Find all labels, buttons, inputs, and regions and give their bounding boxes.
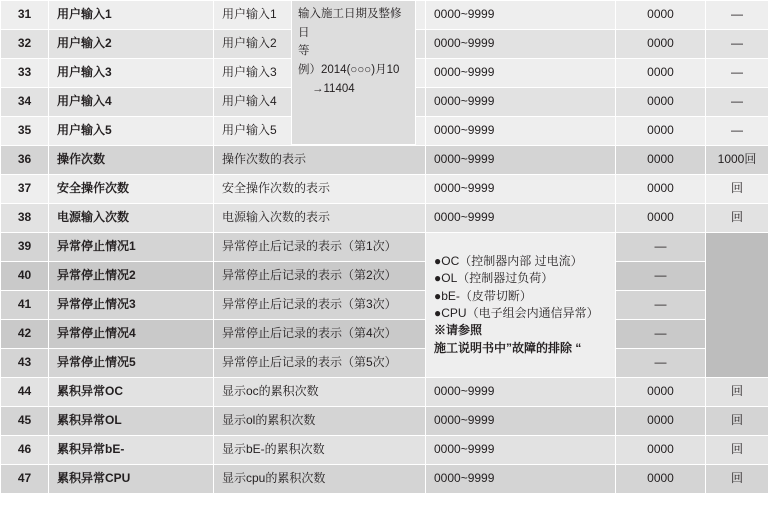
row-name: 用户输入4 xyxy=(49,88,214,117)
row-name: 电源输入次数 xyxy=(49,204,214,233)
row-number: 35 xyxy=(1,117,49,146)
row-description: 安全操作次数的表示 xyxy=(214,175,426,204)
row-number: 45 xyxy=(1,407,49,436)
row-name: 异常停止情况5 xyxy=(49,349,214,378)
row-description: 异常停止后记录的表示（第1次） xyxy=(214,233,426,262)
table-row xyxy=(1,436,768,465)
row-range: 0000~9999 xyxy=(426,465,616,494)
row-name: 用户输入1 xyxy=(49,1,214,30)
row-default: 0000 xyxy=(616,204,706,233)
row-default: 0000 xyxy=(616,407,706,436)
row-name: 异常停止情况4 xyxy=(49,320,214,349)
row-number: 37 xyxy=(1,175,49,204)
row-default: 0000 xyxy=(616,1,706,30)
row-range: 0000~9999 xyxy=(426,175,616,204)
row-name: 用户输入3 xyxy=(49,59,214,88)
table-row xyxy=(1,175,768,204)
row-unit: — xyxy=(706,59,768,88)
table-row xyxy=(1,465,768,494)
row-number: 43 xyxy=(1,349,49,378)
row-unit: 回 xyxy=(706,465,768,494)
row-name: 操作次数 xyxy=(49,146,214,175)
row-description: 用户输入3 xyxy=(214,59,426,88)
row-number: 32 xyxy=(1,30,49,59)
error-note-line1: ※请参照 xyxy=(434,323,483,338)
row-range: 0000~9999 xyxy=(426,378,616,407)
row-name: 安全操作次数 xyxy=(49,175,214,204)
row-default: 0000 xyxy=(616,88,706,117)
row-range: 0000~9999 xyxy=(426,407,616,436)
row-number: 41 xyxy=(1,291,49,320)
error-code-cpu: ●CPU（电子组会内通信异常） xyxy=(434,306,599,320)
row-default: 0000 xyxy=(616,30,706,59)
table-row xyxy=(1,146,768,175)
row-description: 显示bE-的累积次数 xyxy=(214,436,426,465)
row-default: — xyxy=(616,320,706,349)
row-range: 0000~9999 xyxy=(426,1,616,30)
row-description: 用户输入5 xyxy=(214,117,426,146)
row-description: 用户输入2 xyxy=(214,30,426,59)
row-description: 用户输入4 xyxy=(214,88,426,117)
table-row xyxy=(1,291,768,320)
row-default: 0000 xyxy=(616,465,706,494)
row-number: 33 xyxy=(1,59,49,88)
row-description: 异常停止后记录的表示（第3次） xyxy=(214,291,426,320)
table-row xyxy=(1,204,768,233)
row-unit: — xyxy=(706,1,768,30)
row-unit-empty xyxy=(706,233,768,378)
row-name: 异常停止情况3 xyxy=(49,291,214,320)
row-description: 异常停止后记录的表示（第5次） xyxy=(214,349,426,378)
row-default: 0000 xyxy=(616,146,706,175)
error-code-oc: ●OC（控制器内部 过电流） xyxy=(434,253,583,268)
row-unit: — xyxy=(706,88,768,117)
row-default: — xyxy=(616,262,706,291)
date-note-line4: →11404 xyxy=(312,82,355,95)
row-name: 累积异常OC xyxy=(49,378,214,407)
table-row xyxy=(1,378,768,407)
row-number: 36 xyxy=(1,146,49,175)
row-range: 0000~9999 xyxy=(426,436,616,465)
row-name: 用户输入2 xyxy=(49,30,214,59)
row-range: 0000~9999 xyxy=(426,117,616,146)
row-description: 操作次数的表示 xyxy=(214,146,426,175)
row-default: 0000 xyxy=(616,378,706,407)
row-description: 显示ol的累积次数 xyxy=(214,407,426,436)
error-code-ol: ●OL（控制器过负荷） xyxy=(434,271,554,286)
row-default: — xyxy=(616,291,706,320)
date-note-line1: 输入施工日期及整修日 xyxy=(298,8,402,39)
row-unit: — xyxy=(706,30,768,59)
date-note-line2: 等 xyxy=(298,45,310,58)
row-default: 0000 xyxy=(616,117,706,146)
row-unit: 回 xyxy=(706,175,768,204)
row-number: 47 xyxy=(1,465,49,494)
row-number: 44 xyxy=(1,378,49,407)
row-name: 累积异常CPU xyxy=(49,465,214,494)
error-note-line2: 施工说明书中”故障的排除 “ xyxy=(434,340,582,355)
row-description: 异常停止后记录的表示（第2次） xyxy=(214,262,426,291)
row-name: 累积异常bE- xyxy=(49,436,214,465)
date-input-note xyxy=(291,0,416,145)
row-name: 异常停止情况2 xyxy=(49,262,214,291)
table-row xyxy=(1,262,768,291)
row-number: 40 xyxy=(1,262,49,291)
error-code-list xyxy=(426,233,616,378)
row-default: 0000 xyxy=(616,59,706,88)
row-default: 0000 xyxy=(616,175,706,204)
table-row xyxy=(1,407,768,436)
row-range: 0000~9999 xyxy=(426,59,616,88)
row-number: 46 xyxy=(1,436,49,465)
row-unit: — xyxy=(706,117,768,146)
row-default: — xyxy=(616,349,706,378)
row-range: 0000~9999 xyxy=(426,146,616,175)
row-description: 用户输入1 xyxy=(214,1,426,30)
row-default: — xyxy=(616,233,706,262)
row-description: 显示cpu的累积次数 xyxy=(214,465,426,494)
row-name: 异常停止情况1 xyxy=(49,233,214,262)
table-row xyxy=(1,233,768,262)
row-description: 显示oc的累积次数 xyxy=(214,378,426,407)
row-range: 0000~9999 xyxy=(426,88,616,117)
row-unit: 回 xyxy=(706,436,768,465)
row-description: 电源输入次数的表示 xyxy=(214,204,426,233)
row-default: 0000 xyxy=(616,436,706,465)
table-row xyxy=(1,320,768,349)
table-row xyxy=(1,349,768,378)
row-description: 异常停止后记录的表示（第4次） xyxy=(214,320,426,349)
row-name: 用户输入5 xyxy=(49,117,214,146)
row-number: 39 xyxy=(1,233,49,262)
row-number: 42 xyxy=(1,320,49,349)
date-note-line3: 例）2014(○○○)月10 xyxy=(298,63,400,76)
row-number: 38 xyxy=(1,204,49,233)
row-unit: 回 xyxy=(706,378,768,407)
error-code-be: ●bE-（皮带切断） xyxy=(434,288,532,303)
row-name: 累积异常OL xyxy=(49,407,214,436)
row-number: 31 xyxy=(1,1,49,30)
row-unit: 回 xyxy=(706,407,768,436)
row-range: 0000~9999 xyxy=(426,204,616,233)
row-range: 0000~9999 xyxy=(426,30,616,59)
row-unit: 1000回 xyxy=(706,146,768,175)
row-unit: 回 xyxy=(706,204,768,233)
row-number: 34 xyxy=(1,88,49,117)
